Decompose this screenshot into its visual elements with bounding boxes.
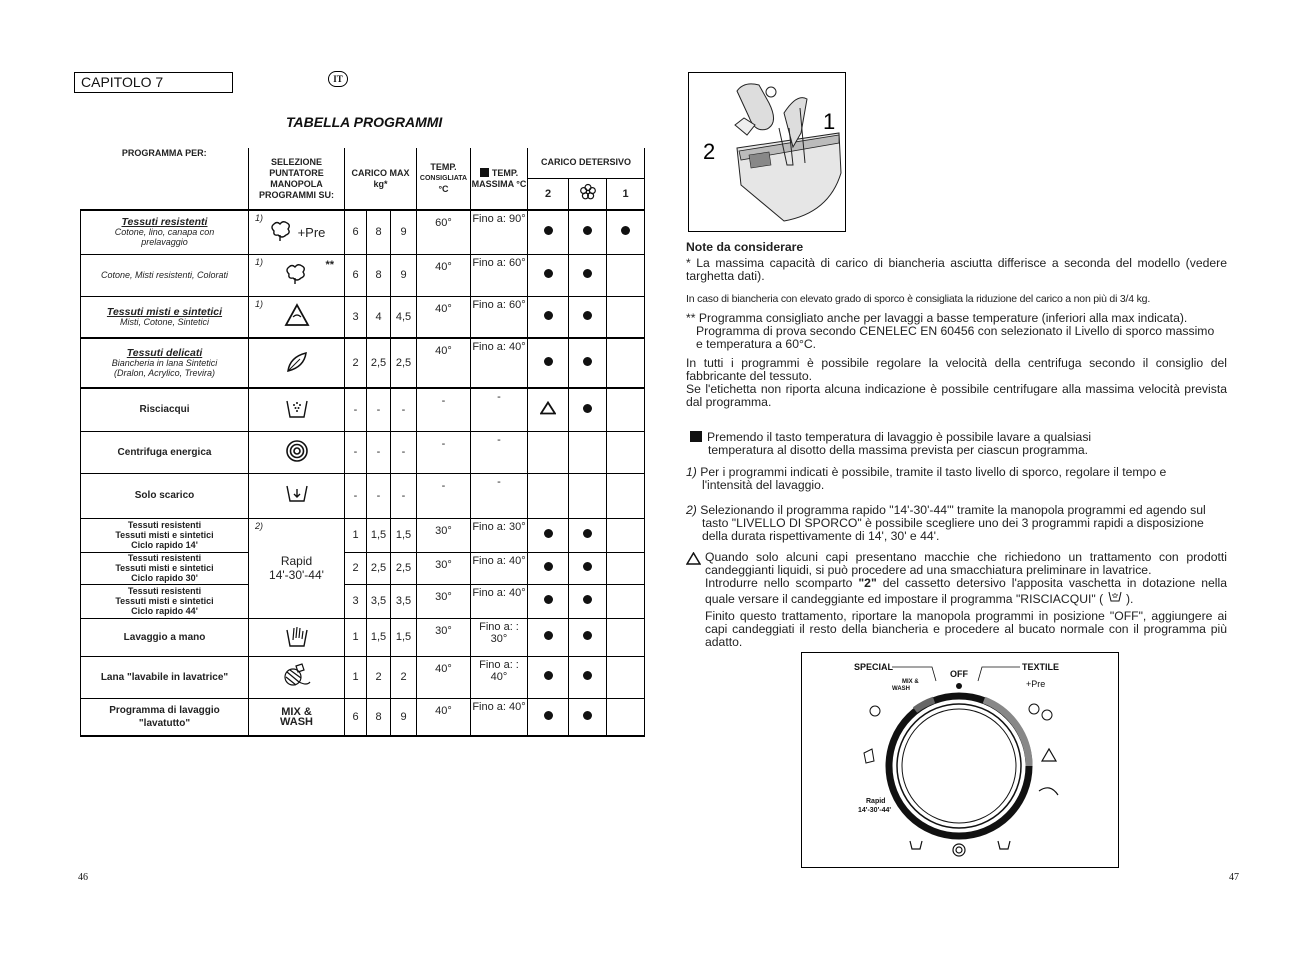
load-value: 1,5 bbox=[367, 618, 391, 656]
detergent-cell bbox=[607, 296, 645, 338]
load-value: - bbox=[345, 431, 367, 473]
detergent-cell bbox=[569, 388, 607, 431]
spin-icon bbox=[249, 431, 345, 473]
language-badge: IT bbox=[328, 71, 348, 87]
temp-recommended: 40° bbox=[417, 656, 471, 698]
table-row bbox=[81, 254, 645, 296]
triangle-icon bbox=[540, 401, 556, 415]
detergent-cell bbox=[607, 518, 645, 552]
dot-icon bbox=[544, 631, 553, 640]
detergent-cell bbox=[607, 473, 645, 518]
program-name-cell: Tessuti resistenti Cotone, lino, canapa con prelavaggio bbox=[81, 210, 249, 254]
table-row bbox=[81, 518, 645, 552]
notes-title: Note da considerare bbox=[686, 240, 804, 254]
detergent-cell bbox=[528, 656, 569, 698]
load-value: 1 bbox=[345, 618, 367, 656]
detergent-cell bbox=[607, 210, 645, 254]
cotton-icon: 1) ** bbox=[249, 254, 345, 296]
detergent-cell bbox=[569, 210, 607, 254]
dot-icon bbox=[621, 226, 630, 235]
load-value: - bbox=[367, 388, 391, 431]
detergent-cell bbox=[528, 210, 569, 254]
detergent-cell bbox=[607, 698, 645, 736]
load-value: - bbox=[345, 388, 367, 431]
dot-icon bbox=[544, 357, 553, 366]
notes-section bbox=[686, 241, 1227, 649]
detergent-cell bbox=[528, 698, 569, 736]
detergent-cell bbox=[528, 388, 569, 431]
detergent-cell bbox=[607, 338, 645, 388]
note-footnote-2: 2) Selezionando il programma rapido "14'-30'-44'" tramite la manopola programmi ed agendo sul tasto "LIVELLO DI SPORCO" è possibile scegliere uno dei 3 programmi rapidi a disposizione della durata rispettivamente di 14', 30' e 44'. bbox=[686, 503, 1206, 543]
dot-icon bbox=[583, 671, 592, 680]
dot-icon bbox=[583, 311, 592, 320]
temp-recommended: - bbox=[417, 431, 471, 473]
load-value: - bbox=[391, 431, 417, 473]
load-value: 9 bbox=[391, 698, 417, 736]
mixwash-icon: MIX & WASH bbox=[249, 698, 345, 736]
table-row bbox=[81, 296, 645, 338]
load-value: - bbox=[367, 473, 391, 518]
detergent-cell bbox=[569, 698, 607, 736]
detergent-cell bbox=[528, 618, 569, 656]
load-value: 6 bbox=[345, 210, 367, 254]
table-title: TABELLA PROGRAMMI bbox=[286, 114, 443, 130]
detergent-cell bbox=[528, 338, 569, 388]
dot-icon bbox=[583, 226, 592, 235]
temp-recommended: 40° bbox=[417, 698, 471, 736]
temp-max: Fino a: 40° bbox=[471, 552, 528, 584]
dial-textile-label: TEXTILE bbox=[1022, 662, 1060, 672]
temp-max: Fino a: 40° bbox=[471, 584, 528, 618]
table-row bbox=[81, 552, 645, 584]
load-value: 2 bbox=[391, 656, 417, 698]
dot-icon bbox=[583, 562, 592, 571]
dial-special-label: SPECIAL bbox=[854, 662, 894, 672]
load-value: 4,5 bbox=[391, 296, 417, 338]
load-value: 6 bbox=[345, 698, 367, 736]
load-value: 3,5 bbox=[367, 584, 391, 618]
program-dial-illustration bbox=[801, 652, 1119, 868]
program-name-cell: Risciacqui bbox=[81, 388, 249, 431]
temp-recommended: 40° bbox=[417, 254, 471, 296]
detergent-cell bbox=[528, 296, 569, 338]
page-number-left: 46 bbox=[78, 872, 88, 883]
detergent-cell bbox=[569, 296, 607, 338]
load-value: 1 bbox=[345, 518, 367, 552]
detergent-cell bbox=[528, 473, 569, 518]
load-value: 6 bbox=[345, 254, 367, 296]
temp-max: Fino a: 40° bbox=[471, 338, 528, 388]
table-row bbox=[81, 431, 645, 473]
detergent-cell bbox=[569, 431, 607, 473]
detergent-cell bbox=[607, 431, 645, 473]
header-temp-recommended: TEMP. CONSIGLIATA °C bbox=[417, 148, 471, 210]
dot-icon bbox=[583, 595, 592, 604]
header-temp-max: TEMP. MASSIMA °C bbox=[471, 148, 528, 210]
load-value: - bbox=[391, 388, 417, 431]
load-value: 2 bbox=[345, 552, 367, 584]
temp-recommended: 30° bbox=[417, 518, 471, 552]
dial-pre-label: +Pre bbox=[1026, 679, 1046, 689]
load-value: 8 bbox=[367, 698, 391, 736]
dot-icon bbox=[583, 631, 592, 640]
temp-max: Fino a: 90° bbox=[471, 210, 528, 254]
temp-recommended: 30° bbox=[417, 618, 471, 656]
temp-recommended: 60° bbox=[417, 210, 471, 254]
rapid-program-selector: 2) Rapid 14'-30'-44' bbox=[249, 518, 345, 618]
detergent-cell bbox=[607, 584, 645, 618]
load-value: 8 bbox=[367, 254, 391, 296]
load-value: 4 bbox=[367, 296, 391, 338]
detergent-cell bbox=[569, 552, 607, 584]
detergent-cell bbox=[569, 473, 607, 518]
note-spin-speed: In tutti i programmi è possibile regolare la velocità della centrifuga secondo il consiglio del fabbricante del tessuto. Se l'etichetta non riporta alcuna indicazione è possibile centrifugare alla massima velocità prevista dal programma. bbox=[686, 356, 1227, 409]
load-value: 1,5 bbox=[391, 518, 417, 552]
detergent-cell bbox=[607, 656, 645, 698]
rinse-small-icon bbox=[1107, 592, 1126, 606]
note-footnote-1: 1) Per i programmi indicati è possibile, tramite il tasto livello di sporco, regolare il tempo e l'intensità del lavaggio. bbox=[686, 465, 1167, 492]
drawer-label-1: 1 bbox=[823, 109, 836, 134]
dial-rapid-label: Rapid bbox=[866, 798, 886, 805]
table-row bbox=[81, 210, 645, 254]
detergent-cell bbox=[528, 518, 569, 552]
dial-mix-label: MIX & bbox=[902, 679, 919, 685]
table-row bbox=[81, 473, 645, 518]
dot-icon bbox=[544, 226, 553, 235]
program-name-cell: Lana "lavabile in lavatrice" bbox=[81, 656, 249, 698]
program-name-cell: Tessuti misti e sintetici Misti, Cotone, Sintetici bbox=[81, 296, 249, 338]
dot-icon bbox=[583, 269, 592, 278]
program-name-cell: Cotone, Misti resistenti, Colorati bbox=[81, 254, 249, 296]
note-bleach: Quando solo alcuni capi presentano macchie che richiedono un trattamento con prodotti candeggianti liquidi, si può procedere ad una smacchiatura preliminare in lavatrice. Introdurre nello scomparto "2" del cassetto detersivo l'apposita vaschetta in dotazione nella quale versare il candeggiante ed impostare il programma "RISCIACQUI" ( ). bbox=[686, 551, 1227, 606]
detergent-compartment-1: 1 bbox=[607, 178, 645, 210]
header-program-for: PROGRAMMA PER: bbox=[121, 148, 207, 158]
delicates-feather-icon bbox=[249, 338, 345, 388]
header-detergent: CARICO DETERSIVO bbox=[528, 148, 645, 178]
wool-icon bbox=[249, 656, 345, 698]
load-value: 1 bbox=[345, 656, 367, 698]
detergent-cell bbox=[569, 618, 607, 656]
program-name-cell: Programma di lavaggio "lavatutto" bbox=[81, 698, 249, 736]
dial-wash-label: WASH bbox=[892, 686, 910, 692]
detergent-cell bbox=[607, 618, 645, 656]
table-row bbox=[81, 338, 645, 388]
chapter-label: CAPITOLO 7 bbox=[74, 72, 233, 93]
temp-recommended: 30° bbox=[417, 584, 471, 618]
dot-icon bbox=[544, 529, 553, 538]
temp-max: Fino a: 60° bbox=[471, 254, 528, 296]
dot-icon bbox=[544, 671, 553, 680]
program-name-cell: Centrifuga energica bbox=[81, 431, 249, 473]
detergent-cell bbox=[607, 388, 645, 431]
load-value: 1,5 bbox=[367, 518, 391, 552]
program-table bbox=[80, 148, 645, 737]
detergent-cell bbox=[528, 552, 569, 584]
table-row bbox=[81, 656, 645, 698]
load-value: - bbox=[391, 473, 417, 518]
detergent-cell bbox=[569, 584, 607, 618]
load-value: 2 bbox=[345, 338, 367, 388]
load-value: 9 bbox=[391, 254, 417, 296]
temp-recommended: 30° bbox=[417, 552, 471, 584]
load-value: 3,5 bbox=[391, 584, 417, 618]
dial-off-label: OFF bbox=[950, 669, 968, 679]
temp-max: Fino a: : 40° bbox=[471, 656, 528, 698]
load-value: 2,5 bbox=[367, 338, 391, 388]
temp-max: Fino a: 40° bbox=[471, 698, 528, 736]
dot-icon bbox=[583, 404, 592, 413]
temp-max: - bbox=[471, 388, 528, 431]
detergent-cell bbox=[528, 254, 569, 296]
detergent-cell bbox=[569, 518, 607, 552]
table-row bbox=[81, 698, 645, 736]
temp-button-square-icon bbox=[480, 168, 489, 177]
dot-icon bbox=[583, 529, 592, 538]
load-value: 1,5 bbox=[391, 618, 417, 656]
load-value: 8 bbox=[367, 210, 391, 254]
temp-recommended: - bbox=[417, 473, 471, 518]
temp-recommended: 40° bbox=[417, 296, 471, 338]
detergent-drawer-illustration bbox=[688, 72, 846, 232]
drawer-label-2: 2 bbox=[703, 139, 716, 164]
note-double-star: ** Programma consigliato anche per lavaggi a basse temperature (inferiori alla max indicata). Programma di prova secondo CENELEC EN 60456 con selezionato il Livello di sporco massimo e temperatura a 60°C. bbox=[686, 311, 1215, 351]
program-name-cell: Tessuti resistenti Tessuti misti e sintetici Ciclo rapido 14' bbox=[81, 518, 249, 552]
detergent-cell bbox=[607, 254, 645, 296]
table-row bbox=[81, 584, 645, 618]
flower-softener-icon bbox=[569, 178, 607, 210]
square-icon bbox=[690, 431, 702, 442]
program-name-cell: Tessuti resistenti Tessuti misti e sintetici Ciclo rapido 30' bbox=[81, 552, 249, 584]
load-value: 2,5 bbox=[391, 338, 417, 388]
program-name-cell: Tessuti resistenti Tessuti misti e sintetici Ciclo rapido 44' bbox=[81, 584, 249, 618]
temp-recommended: - bbox=[417, 388, 471, 431]
handwash-icon bbox=[249, 618, 345, 656]
temp-recommended: 40° bbox=[417, 338, 471, 388]
dot-icon bbox=[544, 595, 553, 604]
header-load: CARICO MAX kg* bbox=[345, 148, 417, 210]
detergent-cell bbox=[569, 656, 607, 698]
note-dirty-load: In caso di biancheria con elevato grado di sporco è consigliata la riduzione del carico a non più di 3/4 kg. bbox=[686, 293, 1151, 305]
load-value: - bbox=[345, 473, 367, 518]
temp-max: Fino a: 30° bbox=[471, 518, 528, 552]
header-selector: SELEZIONE PUNTATORE MANOPOLA PROGRAMMI SU: bbox=[249, 148, 345, 210]
load-value: - bbox=[367, 431, 391, 473]
temp-max: Fino a: : 30° bbox=[471, 618, 528, 656]
warning-triangle-icon bbox=[686, 552, 701, 568]
detergent-cell bbox=[569, 338, 607, 388]
temp-max: Fino a: 60° bbox=[471, 296, 528, 338]
temp-max: - bbox=[471, 473, 528, 518]
detergent-cell bbox=[569, 254, 607, 296]
drain-icon bbox=[249, 473, 345, 518]
dot-icon bbox=[544, 711, 553, 720]
note-after-treatment: Finito questo trattamento, riportare la manopola programmi in posizione "OFF", aggiungere ai capi candeggiati il resto della biancheria e procedere al bucato normale con il programma più adatto. bbox=[705, 609, 1227, 649]
rinse-icon bbox=[249, 388, 345, 431]
program-name-cell: Lavaggio a mano bbox=[81, 618, 249, 656]
dot-icon bbox=[544, 562, 553, 571]
temp-max: - bbox=[471, 431, 528, 473]
detergent-cell bbox=[607, 552, 645, 584]
dot-icon bbox=[544, 269, 553, 278]
dot-icon bbox=[544, 311, 553, 320]
synthetics-triangle-icon: 1) bbox=[249, 296, 345, 338]
program-name-cell: Solo scarico bbox=[81, 473, 249, 518]
load-value: 3 bbox=[345, 296, 367, 338]
table-row bbox=[81, 618, 645, 656]
detergent-compartment-2: 2 bbox=[528, 178, 569, 210]
cotton-prewash-icon: 1) +Pre bbox=[249, 210, 345, 254]
note-capacity: * La massima capacità di carico di biancheria asciutta differisce a seconda del modello (vedere targhetta dati). bbox=[686, 256, 1227, 283]
detergent-cell bbox=[528, 431, 569, 473]
dot-icon bbox=[583, 711, 592, 720]
page-number-right: 47 bbox=[1229, 872, 1239, 883]
load-value: 2,5 bbox=[391, 552, 417, 584]
dial-rapid-times-label: 14'-30'-44' bbox=[858, 807, 892, 814]
table-row bbox=[81, 388, 645, 431]
load-value: 2 bbox=[367, 656, 391, 698]
load-value: 2,5 bbox=[367, 552, 391, 584]
detergent-cell bbox=[528, 584, 569, 618]
dot-icon bbox=[583, 357, 592, 366]
note-temperature-button: Premendo il tasto temperatura di lavaggio è possibile lavare a qualsiasi temperatura al disotto della massima prevista per ciascun programma. bbox=[686, 431, 1227, 457]
load-value: 9 bbox=[391, 210, 417, 254]
program-name-cell: Tessuti delicati Biancheria in lana Sintetici (Dralon, Acrylico, Trevira) bbox=[81, 338, 249, 388]
load-value: 3 bbox=[345, 584, 367, 618]
